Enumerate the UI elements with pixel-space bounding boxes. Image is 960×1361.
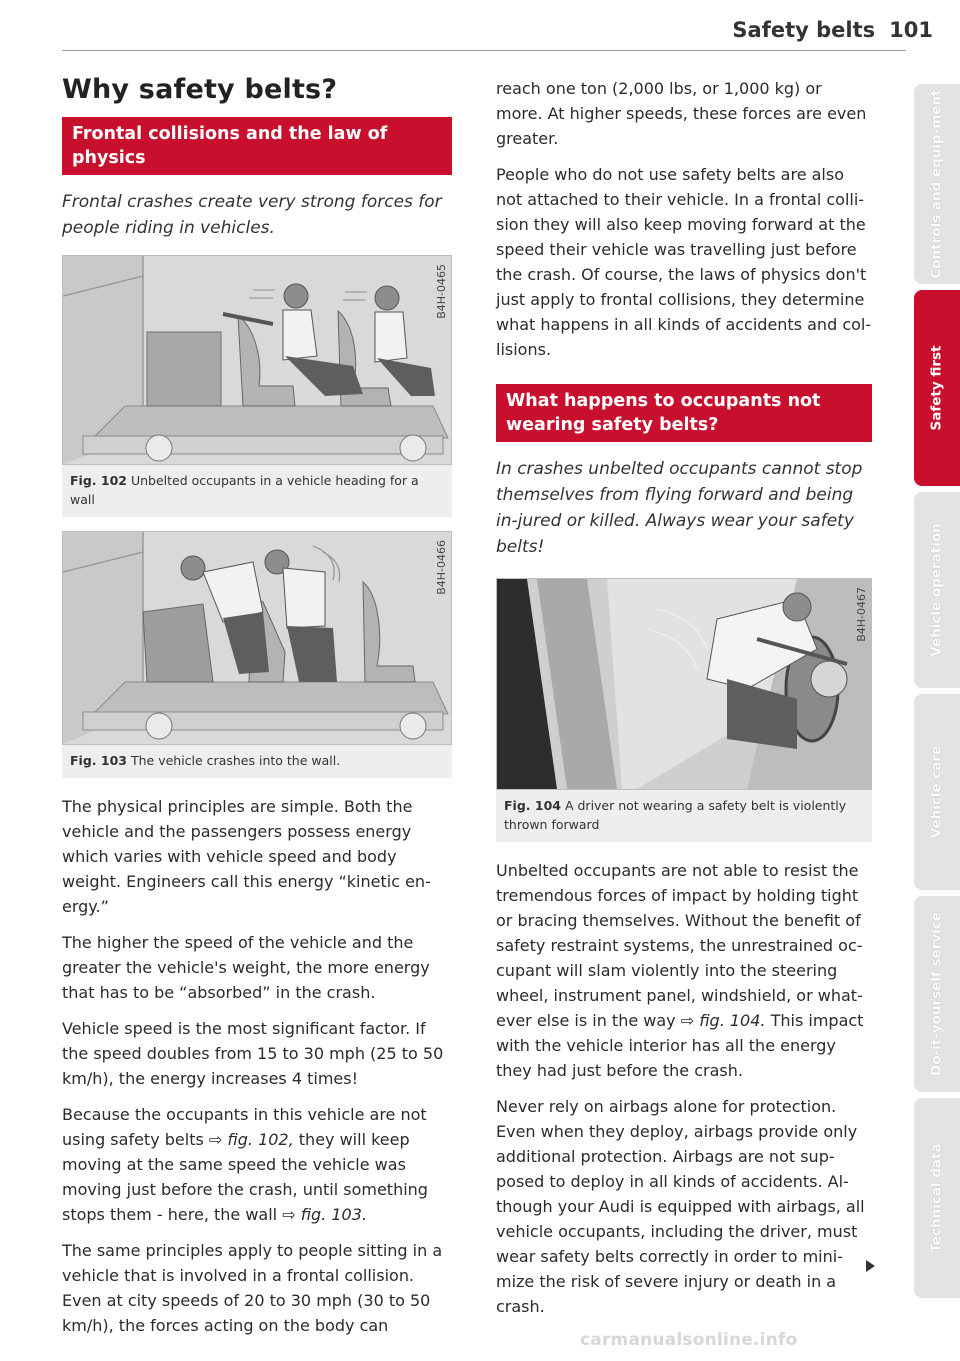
figure-103-code: B4H-0466 (435, 540, 448, 595)
figure-103-number: Fig. 103 (70, 753, 127, 768)
section-heading-frontal-collisions: Frontal collisions and the law of physics (62, 117, 452, 175)
section-title: Safety belts (732, 18, 876, 42)
paragraph-text: Because the occupants in this vehicle are not using safety belts (62, 1105, 427, 1149)
paragraph-higher-speed: The higher the speed of the vehicle and the greater the vehicle's weight, the more energy that has to be “absorbed” in the crash. (62, 933, 430, 1002)
fig-102-link[interactable]: ⇨ fig. 102, (208, 1130, 294, 1149)
unbelted-occupants-illustration (63, 256, 451, 464)
intro-text: Frontal crashes create very strong forces for people riding in vehicles. (62, 192, 442, 238)
figure-104 (496, 578, 872, 842)
fig-104-link[interactable]: ⇨ fig. 104. (680, 1011, 766, 1030)
page-title: Why safety belts? (62, 74, 338, 105)
paragraph-text: This impact with the vehicle interior has all the energy they had just before the crash. (496, 1011, 864, 1080)
figure-104-caption (496, 790, 872, 842)
header-rule (62, 50, 906, 51)
paragraph-vehicle-speed: Vehicle speed is the most significant factor. If the speed doubles from 15 to 30 mph (25 to 50 km/h), the energy increases 4 times! (62, 1019, 444, 1088)
figure-104-caption-text: A driver not wearing a safety belt is violently thrown forward (504, 798, 847, 832)
section-heading-unbelted: What happens to occupants not wearing safety belts? (496, 384, 872, 442)
tab-label: Safety first (928, 345, 945, 431)
figure-104-number: Fig. 104 (504, 798, 561, 813)
figure-102 (62, 255, 452, 517)
fig-103-link[interactable]: ⇨ fig. 103. (282, 1205, 367, 1224)
running-head (732, 18, 933, 42)
figure-103-caption (62, 745, 452, 778)
right-column (496, 76, 872, 1330)
warning-lead-text: In crashes unbelted occupants cannot stop themselves from flying forward and being in-jured or killed. Always wear your safety belts! (496, 459, 863, 557)
figure-103 (62, 531, 452, 778)
paragraph-unbelted-occupants (496, 858, 872, 1083)
tab-technical-data[interactable] (914, 1098, 960, 1298)
continue-arrow-icon (866, 1260, 875, 1272)
driver-thrown-forward-illustration (497, 579, 871, 789)
figure-104-illustration (496, 578, 872, 790)
paragraph-airbags: Never rely on airbags alone for protection. Even when they deploy, airbags provide only additional protection. Airbags are not sup-posed to deploy in all kinds of accidents. Al-though your Audi is equipped with airbags, all vehicle occupants, including the driver, must wear safety belts correctly in order to mini-mize the risk of severe injury or death in a crash. (496, 1097, 865, 1316)
figure-102-illustration (62, 255, 452, 465)
paragraph-text: they will keep moving at the same speed the vehicle was moving just before the crash, until something stops them - here, the wall (62, 1130, 428, 1224)
paragraph-forces-continued: reach one ton (2,000 lbs, or 1,000 kg) or more. At higher speeds, these forces are even greater. (496, 79, 867, 148)
tab-controls-and-equipment[interactable] (914, 84, 960, 284)
paragraph-occupants-not-belted (62, 1102, 452, 1227)
figure-102-caption-text: Unbelted occupants in a vehicle heading for a wall (70, 473, 419, 507)
figure-104-code: B4H-0467 (855, 587, 868, 642)
figure-102-code: B4H-0465 (435, 264, 448, 319)
figure-103-illustration (62, 531, 452, 745)
figure-102-number: Fig. 102 (70, 473, 127, 488)
paragraph-same-principles: The same principles apply to people sitting in a vehicle that is involved in a frontal collision. Even at city speeds of 20 to 30 mph (30 to 50 km/h), the forces acting on the body can (62, 1241, 443, 1335)
tab-label: Controls and equip-ment (928, 89, 945, 279)
left-column (62, 74, 452, 1349)
tab-do-it-yourself-service[interactable] (914, 896, 960, 1092)
vehicle-crash-illustration (63, 532, 451, 744)
tab-label: Do-it-yourself service (928, 912, 945, 1076)
figure-102-caption (62, 465, 452, 517)
paragraph-text: Unbelted occupants are not able to resist the tremendous forces of impact by holding tight or bracing themselves. Without the benefit of safety restraint systems, the unrestrained oc-cupant will slam violently into the steering wheel, instrument panel, windshield, or what-ever else is in the way (496, 861, 863, 1030)
paragraph-not-attached: People who do not use safety belts are also not attached to their vehicle. In a frontal colli-sion they will also keep moving forward at the speed their vehicle was travelling just before the crash. Of course, the laws of physics don't just apply to frontal collisions, they determine what happens in all kinds of accidents and col-lisions. (496, 165, 872, 359)
tab-vehicle-care[interactable] (914, 694, 960, 890)
figure-103-caption-text: The vehicle crashes into the wall. (130, 753, 341, 768)
paragraph-physical-principles: The physical principles are simple. Both the vehicle and the passengers possess energy which varies with vehicle speed and body weight. Engineers call this energy “kinetic en-ergy.” (62, 797, 431, 916)
tab-label: Technical data (928, 1143, 945, 1253)
tab-label: Vehicle operation (928, 523, 945, 657)
tab-vehicle-operation[interactable] (914, 492, 960, 688)
tab-label: Vehicle care (928, 745, 945, 839)
watermark: carmanualsonline.info (580, 1330, 798, 1350)
tab-safety-first[interactable] (914, 290, 960, 486)
page-number: 101 (889, 18, 933, 42)
